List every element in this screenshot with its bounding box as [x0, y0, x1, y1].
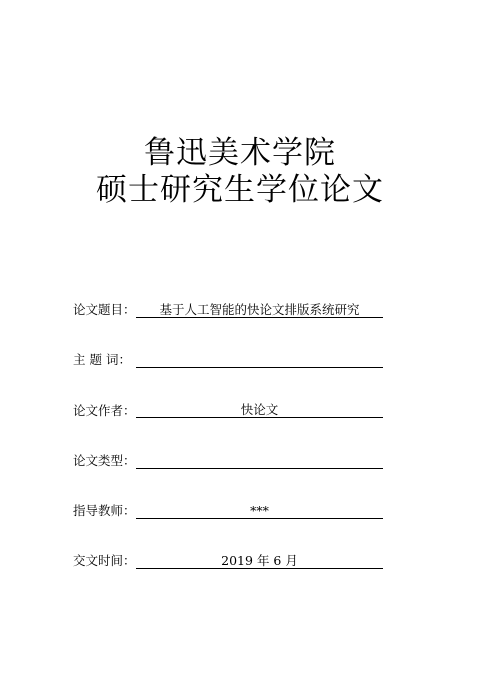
subject-underline: [136, 367, 383, 368]
advisor-label: 指导教师：: [73, 503, 136, 518]
type-label: 论文类型：: [73, 453, 136, 468]
advisor-underline: [136, 518, 383, 519]
author-label: 论文作者：: [73, 403, 136, 418]
type-underline: [136, 468, 383, 469]
thesis-type-title: 硕士研究生学位论文: [96, 172, 384, 208]
advisor-value: ***: [250, 503, 269, 518]
date-underline: [136, 568, 383, 569]
author-underline: [136, 417, 383, 418]
author-value: 快论文: [240, 402, 279, 417]
date-label: 交文时间：: [73, 553, 136, 568]
topic-label: 论文题目：: [73, 302, 136, 317]
topic-underline: [136, 317, 383, 318]
subject-label: 主 题 词：: [73, 352, 131, 367]
institution-title: 鲁迅美术学院: [144, 135, 336, 171]
topic-value: 基于人工智能的快论文排版系统研究: [159, 302, 360, 317]
date-value: 2019 年 6 月: [221, 553, 298, 568]
